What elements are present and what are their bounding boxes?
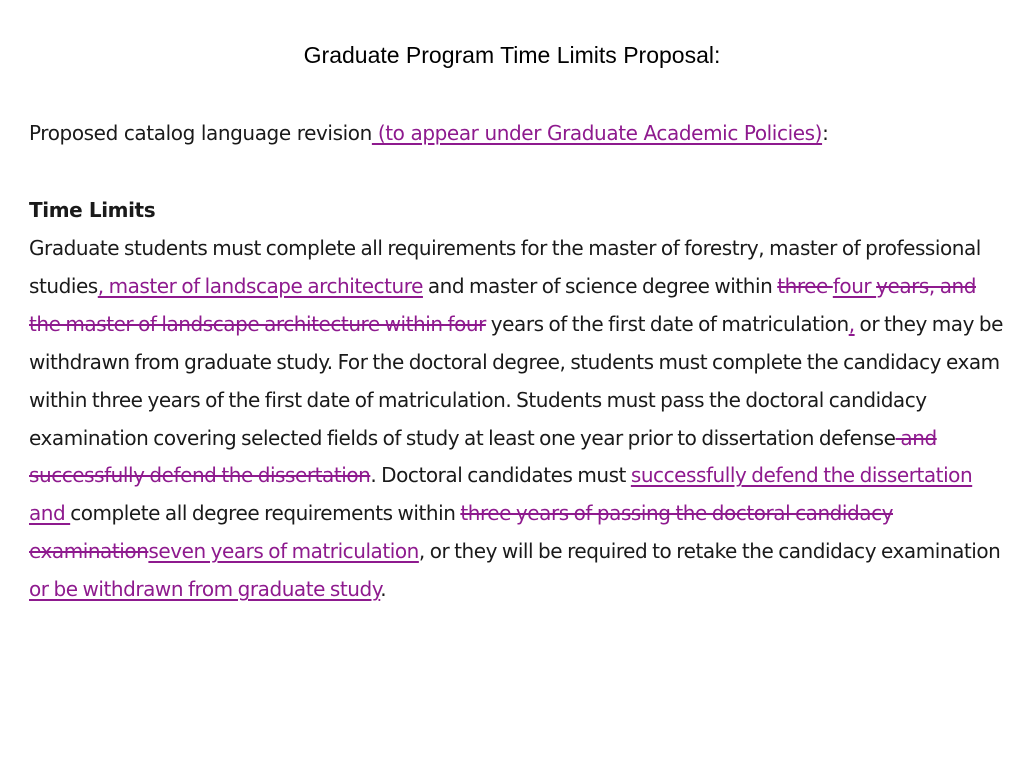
- inserted-text: or be withdrawn from graduate study: [29, 577, 381, 602]
- intro-paragraph: [29, 118, 999, 148]
- inserted-text: (to appear under Graduate Academic Policies): [371, 121, 823, 145]
- inserted-text: seven years of matriculation: [148, 539, 419, 564]
- deleted-text: and successfully defend the dissertation: [29, 425, 937, 488]
- intro-text: Proposed catalog language revision: [29, 121, 372, 145]
- body-text-segment: and master of science degree within: [422, 273, 778, 298]
- body-text-segment: or they may be withdrawn from graduate study. For the doctoral degree, students must complete the candidacy exam within three years of the first date of matriculation. Students must pass the doctoral candidacy examination covering selected fields of study at least one year prior to dissertation defense: [29, 311, 1003, 450]
- section-heading: Time Limits: [29, 198, 156, 222]
- body-text-segment: years of the first date of matriculation: [485, 311, 849, 336]
- body-text-segment: .: [380, 577, 387, 602]
- body-text-segment: Graduate students must complete all requirements for the master of forestry, master of professional studies: [29, 236, 981, 298]
- intro-suffix: :: [822, 121, 829, 145]
- inserted-text: successfully defend the dissertation and: [29, 463, 973, 526]
- slide-title: Graduate Program Time Limits Proposal:: [303, 42, 721, 68]
- body-text-segment: . Doctoral candidates must: [370, 463, 631, 488]
- inserted-text: four: [832, 273, 877, 298]
- body-text-segment: complete all degree requirements within: [70, 501, 461, 526]
- deleted-text: three years of passing the doctoral candidacy examination: [29, 501, 894, 564]
- inserted-text: ,: [848, 311, 855, 336]
- deleted-text: three: [777, 273, 833, 298]
- policy-paragraph: [29, 230, 1004, 609]
- inserted-text: , master of landscape architecture: [97, 273, 423, 298]
- body-text-segment: , or they will be required to retake the candidacy examination: [418, 539, 1001, 564]
- deleted-text: years, and the master of landscape architecture within four: [29, 273, 976, 336]
